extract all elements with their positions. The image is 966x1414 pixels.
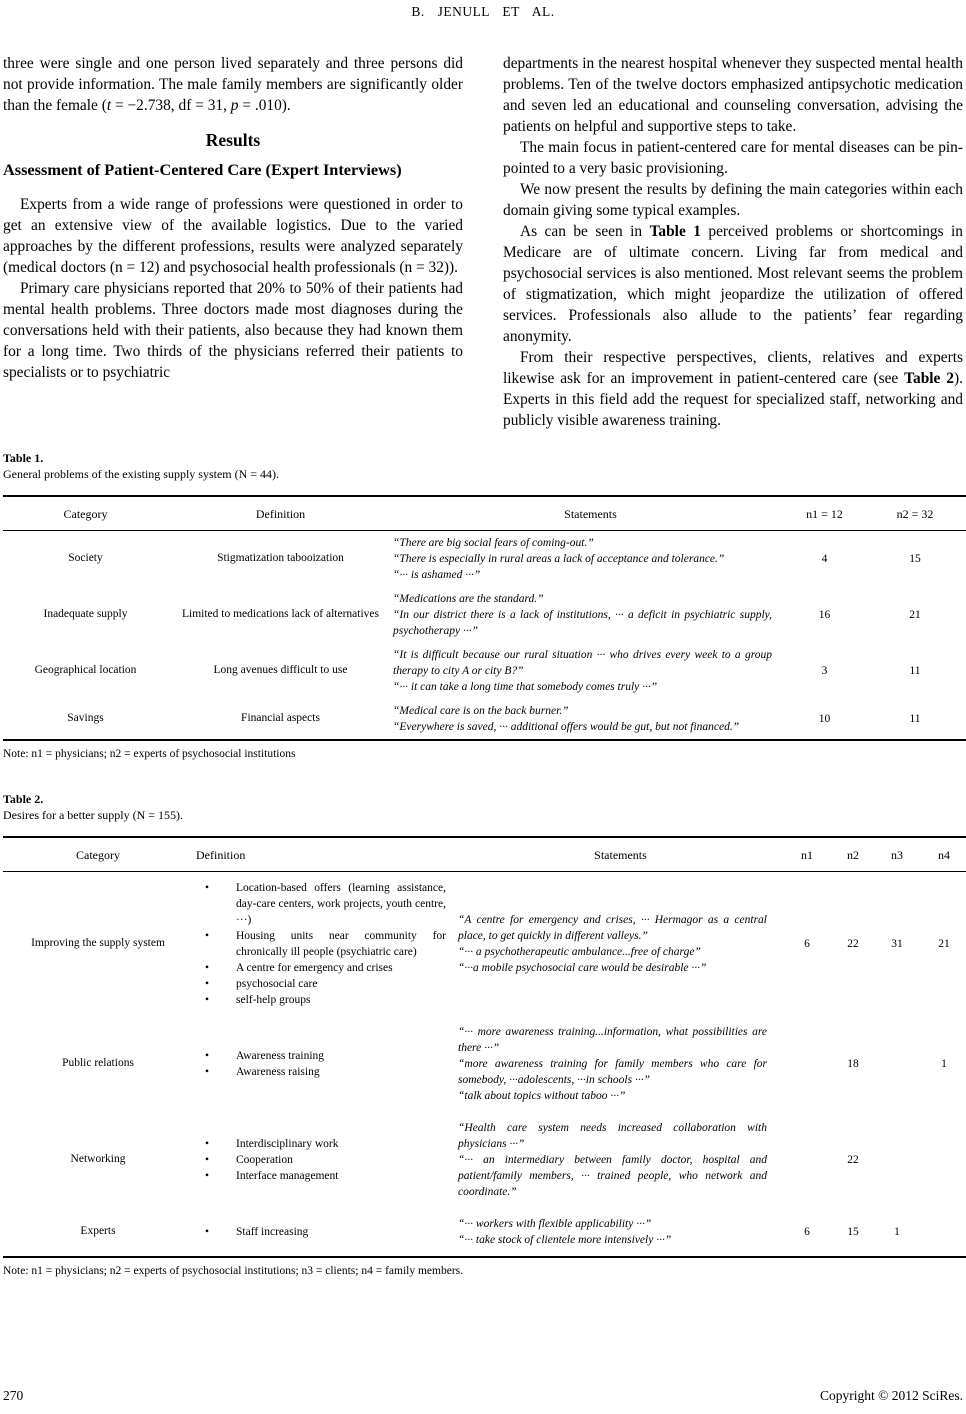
statement: “··· more awareness training...information, what possibilities are there ···” — [458, 1026, 767, 1054]
statement: “··· is ashamed ···” — [393, 569, 481, 581]
text-segment: = −2.738, df = 31, — [111, 97, 231, 114]
category-cell: Experts — [80, 1225, 116, 1238]
definition-item: • Housing units near community for chronically ill people (psychiatric care) — [236, 928, 450, 960]
statements-cell — [393, 643, 788, 699]
definition-cell: Limited to medications lack of alternatives — [181, 608, 380, 621]
table-2-reference: Table 2 — [904, 370, 955, 387]
category-cell: Geographical location — [34, 664, 137, 677]
definition-item: • Staff increasing — [236, 1224, 450, 1240]
statement: “A centre for emergency and crises, ··· Hermagor as a central place, to get quickly in different valleys.” — [458, 914, 767, 942]
statement: “In our district there is a lack of institutions, ··· a deficit in psychiatric supply, psychotherapy ···” — [393, 609, 772, 637]
category-cell: Society — [68, 552, 103, 565]
paragraph-continuation: departments in the nearest hospital whenever they suspected mental health problems. Ten of the twelve doctors emphasized antipsychotic medication and seven led an educational and counseling conversation, advising the patients on helpful and supportive steps to take. — [503, 55, 963, 135]
statement: “··· an intermediary between family doctor, hospital and patient/family members, ··· trained people, who network and coordinate.” — [458, 1154, 767, 1198]
table-row — [3, 1208, 966, 1257]
table-row — [3, 699, 966, 740]
definition-item: • Interdisciplinary work — [236, 1136, 450, 1152]
table-2-block — [3, 791, 963, 1279]
definition-cell — [193, 1208, 458, 1257]
category-cell: Networking — [70, 1153, 126, 1166]
statement: “··· take stock of clientele more intensively ···” — [458, 1234, 672, 1246]
running-head: B. JENULL ET AL. — [411, 4, 555, 19]
n2-cell: 15 — [847, 1226, 859, 1238]
definition-cell — [193, 1016, 458, 1112]
statement: “Medical care is on the back burner.” — [393, 705, 569, 717]
definition-item: • psychosocial care — [236, 976, 450, 992]
paragraph — [503, 347, 963, 431]
n4-cell: 1 — [941, 1058, 947, 1070]
n3-cell — [875, 1016, 919, 1112]
statements-cell — [393, 587, 788, 643]
n3-cell — [875, 1112, 919, 1208]
n1-cell: 3 — [821, 665, 828, 677]
n2-cell: 18 — [847, 1058, 859, 1070]
two-column-body — [3, 53, 963, 431]
n3-cell: 31 — [891, 938, 903, 950]
paragraph: Experts from a wide range of professions were questioned in order to get an extensive view of the available logistics. Due to the varied approaches by the different professions, results were analyzed separately (medical doctors (n = 12) and psychosocial health professionals (n = 32)). — [3, 195, 463, 276]
statements-cell — [458, 1208, 783, 1257]
statement: “talk about topics without taboo ···” — [458, 1090, 626, 1102]
text-segment: ). Experts in this field add the request for specialized staff, networking and publicly visible awareness training. — [503, 370, 963, 429]
statement: “···a mobile psychosocial care would be desirable ···” — [458, 962, 707, 974]
table-row — [3, 1016, 966, 1112]
statement: “It is difficult because our rural situation ··· who drives every week to a group therapy to city A or city B?” — [393, 649, 772, 677]
statements-cell — [458, 872, 783, 1017]
definition-list — [193, 1224, 450, 1240]
header-row — [3, 837, 966, 872]
definition-item: • Interface management — [236, 1168, 450, 1184]
table-1 — [3, 495, 966, 741]
stat-symbol-p: p — [230, 97, 239, 114]
right-column — [503, 53, 963, 431]
n1-cell: 4 — [821, 553, 828, 565]
n1-cell: 6 — [804, 1226, 810, 1238]
definition-item: • Location-based offers (learning assistance, day-care centers, work projects, youth centre, ···) — [236, 880, 450, 928]
category-cell: Improving the supply system — [31, 937, 165, 950]
text-segment: perceived problems or shortcomings in Medicare are of ultimate concern. Living far from medical and psychosocial services is also mentioned. Most relevant seems the problem of stigmatization, which might jeopardize the utilization of offered services. Professionals also allude to the patients’ fear regarding anonymity. — [503, 223, 963, 345]
n2-cell: 22 — [847, 1154, 859, 1166]
page-content — [3, 0, 963, 1279]
statement: “more awareness training for family members who care for somebody, ···adolescents, ···in schools ···” — [458, 1058, 767, 1086]
definition-item: • self-help groups — [236, 992, 450, 1008]
statement: “··· workers with flexible applicability ···” — [458, 1218, 652, 1230]
statement: “··· it can take a long time that somebody comes truly ···” — [393, 681, 658, 693]
table-1-reference: Table 1 — [649, 223, 701, 240]
table-row — [3, 872, 966, 1017]
definition-cell — [193, 1112, 458, 1208]
stat-symbol-t: t — [106, 97, 112, 114]
text-segment: three were single and one person lived separately and three persons did not provide information. The male family members are significantly older than the female ( — [3, 55, 463, 114]
statements-cell — [458, 1016, 783, 1112]
column-header-n2: n2 — [831, 837, 875, 872]
n3-cell: 1 — [894, 1226, 900, 1238]
category-cell: Savings — [67, 712, 104, 725]
category-cell: Public relations — [62, 1057, 134, 1070]
definition-list — [193, 880, 450, 1008]
column-header-category: Category — [3, 837, 193, 872]
text-segment: = .010). — [238, 97, 291, 114]
column-header-category: Category — [3, 496, 168, 531]
table-row — [3, 587, 966, 643]
n2-cell: 21 — [909, 609, 921, 621]
n4-cell: 21 — [938, 938, 950, 950]
statement: “Everywhere is saved, ··· additional offers would be gut, but not financed.” — [393, 721, 740, 733]
n2-cell: 22 — [847, 938, 859, 950]
column-header-n1: n1 — [783, 837, 831, 872]
n1-cell: 16 — [818, 609, 831, 621]
definition-item: • Cooperation — [236, 1152, 450, 1168]
column-header-n4: n4 — [919, 837, 966, 872]
statement: “Medications are the standard.” — [393, 593, 544, 605]
definition-list — [193, 1136, 450, 1184]
copyright: Copyright © 2012 SciRes. — [819, 1388, 963, 1403]
n4-cell — [919, 1208, 966, 1257]
column-header-n2: n2 = 32 — [861, 496, 966, 531]
table-row — [3, 643, 966, 699]
n1-cell — [783, 1016, 831, 1112]
column-header-definition: Definition — [168, 496, 393, 531]
definition-cell — [193, 872, 458, 1017]
definition-cell: Stigmatization tabooization — [217, 552, 344, 565]
table-2 — [3, 836, 966, 1258]
definition-item: • Awareness raising — [236, 1064, 450, 1080]
table-2-note: Note: n1 = physicians; n2 = experts of psychosocial institutions; n3 = clients; n4 = family members. — [3, 1265, 464, 1277]
left-column — [3, 53, 463, 431]
statement: “Health care system needs increased collaboration with physicians ···” — [458, 1122, 767, 1150]
paragraph: We now present the results by defining the main categories within each domain giving some typical examples. — [503, 181, 963, 219]
n1-cell: 10 — [818, 713, 831, 725]
subsection-heading: Assessment of Patient-Centered Care (Expert Interviews) — [3, 160, 402, 179]
statement: “··· a psychotherapeutic ambulance...free of charge” — [458, 946, 701, 958]
n4-cell — [919, 1112, 966, 1208]
definition-item: • A centre for emergency and crises — [236, 960, 450, 976]
column-header-statements: Statements — [458, 837, 783, 872]
table-1-caption: General problems of the existing supply system (N = 44). — [3, 467, 280, 481]
text-segment: From their respective perspectives, clients, relatives and experts likewise ask for an improvement in patient-centered care (see — [503, 349, 963, 387]
paragraph: Primary care physicians reported that 20% to 50% of their patients had mental health problems. Three doctors made most diagnoses during the conversations held with their patients, also because they had known them for a long time. Two thirds of the physicians referred their patients to specialists or to psychiatric — [3, 279, 463, 381]
n2-cell: 11 — [909, 713, 921, 725]
paragraph — [503, 221, 963, 347]
table-row — [3, 531, 966, 588]
table-2-caption: Desires for a better supply (N = 155). — [3, 808, 184, 822]
statement: “There is especially in rural areas a lack of acceptance and tolerance.” — [393, 553, 725, 565]
column-header-n3: n3 — [875, 837, 919, 872]
table-row — [3, 1112, 966, 1208]
statements-cell — [393, 531, 788, 588]
n1-cell — [783, 1112, 831, 1208]
n2-cell: 11 — [909, 665, 921, 677]
statements-cell — [458, 1112, 783, 1208]
column-header-n1: n1 = 12 — [788, 496, 861, 531]
definition-cell: Financial aspects — [241, 712, 320, 725]
definition-cell: Long avenues difficult to use — [213, 664, 348, 677]
paragraph-continuation — [3, 53, 463, 116]
category-cell: Inadequate supply — [43, 608, 128, 621]
n1-cell: 6 — [804, 938, 810, 950]
table-1-note: Note: n1 = physicians; n2 = experts of psychosocial institutions — [3, 748, 296, 760]
results-heading: Results — [205, 130, 261, 150]
header-row — [3, 496, 966, 531]
column-header-statements: Statements — [393, 496, 788, 531]
definition-item: • Awareness training — [236, 1048, 450, 1064]
n2-cell: 15 — [909, 553, 921, 565]
table-1-block — [3, 450, 963, 762]
column-header-definition: Definition — [193, 837, 458, 872]
table-2-label: Table 2. — [3, 792, 44, 806]
table-1-label: Table 1. — [3, 451, 44, 465]
page-number: 270 — [3, 1388, 24, 1403]
statement: “There are big social fears of coming-out.” — [393, 537, 594, 549]
statements-cell — [393, 699, 788, 740]
paragraph: The main focus in patient-centered care for mental diseases can be pin-pointed to a very basic provisioning. — [503, 139, 963, 177]
definition-list — [193, 1048, 450, 1080]
text-segment: As can be seen in — [520, 223, 650, 240]
